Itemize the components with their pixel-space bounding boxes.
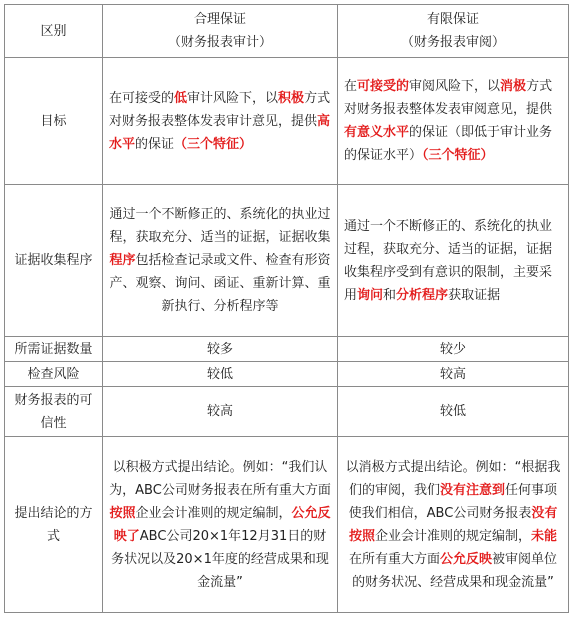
row-label: 检查风险 [5, 362, 103, 387]
cell-text: 在 [344, 79, 358, 94]
comparison-table [4, 4, 569, 613]
header-distinction: 区别 [5, 5, 103, 58]
cell-text: 较低 [206, 366, 233, 382]
highlight-text: 按照 [109, 505, 136, 521]
cell-text: 被审阅单位的财务状况、经营成果和现金流量” [352, 551, 558, 590]
cell-text: 包括检查记录或文件、检查有形资产、观察、询问、函证、重新计算、重新执行、分析程序等 [109, 253, 331, 314]
cell-text: 较高 [206, 404, 233, 419]
header-limited-title: 有限保证 [426, 12, 479, 27]
cell-text: 通过一个不断修正的、系统化的执业过程，获取充分、适当的证据，证据收集 [109, 207, 331, 245]
cell-text: ABC公司20×1年12月31日的财务状况以及20×1年度的经营成果和现金流量” [111, 528, 329, 590]
highlight-text: 没有注意到 [439, 482, 505, 498]
highlight-text: 高水平 [109, 113, 331, 152]
row-label: 财务报表的可信性 [5, 387, 103, 437]
cell-text: 企业会计准则的规定编制， [135, 505, 292, 521]
reasonable-procedures-cell [103, 185, 338, 337]
row-conclusion-form [5, 437, 569, 613]
reasonable-objective-cell [103, 58, 338, 185]
reasonable-quantity-cell [103, 337, 338, 362]
highlight-text: 积极 [278, 90, 305, 106]
header-limited-subtitle: （财务报表审阅） [400, 35, 505, 50]
reasonable-risk-cell [103, 362, 338, 387]
row-label: 目标 [5, 58, 103, 185]
highlight-text: 分析程序 [396, 287, 449, 303]
row-evidence-quantity [5, 337, 569, 362]
reasonable-conclusion-cell [103, 437, 338, 613]
cell-text: 和 [383, 287, 397, 303]
cell-text: 在可接受的 [109, 90, 175, 106]
cell-text: 审阅风险下，以 [409, 79, 501, 94]
cell-text: 的保证（即低于审计业务的保证水平） [344, 125, 553, 163]
reasonable-credibility-cell [103, 387, 338, 437]
cell-text: 方式对财务报表整体发表审计意见，提供 [109, 90, 331, 129]
header-row [5, 5, 569, 58]
cell-text: 较少 [439, 341, 466, 357]
row-label: 所需证据数量 [5, 337, 103, 362]
row-label: 提出结论的方式 [5, 437, 103, 613]
cell-text: 方式对财务报表整体发表审阅意见，提供 [344, 79, 553, 117]
cell-text: 以积极方式提出结论。例如：“我们认为，ABC公司财务报表在所有重大方面 [109, 459, 331, 498]
highlight-text: 询问 [357, 287, 384, 303]
limited-risk-cell [338, 362, 569, 387]
highlight-text: 未能 [531, 528, 558, 544]
cell-text: 以消极方式提出结论。例如：“根据我们的审阅，我们 [345, 459, 561, 498]
highlight-text: 低 [174, 90, 188, 106]
limited-conclusion-cell [338, 437, 569, 613]
row-objective [5, 58, 569, 185]
highlight-text: （三个特征） [422, 148, 494, 163]
highlight-text: 消极 [500, 79, 527, 94]
row-detection-risk [5, 362, 569, 387]
row-credibility [5, 387, 569, 437]
highlight-text: （三个特征） [174, 136, 253, 152]
cell-text: 较高 [439, 366, 466, 382]
limited-objective-cell [338, 58, 569, 185]
limited-procedures-cell [338, 185, 569, 337]
highlight-text: 公允反映 [439, 551, 492, 567]
highlight-text: 可接受的 [357, 79, 410, 94]
highlight-text: 有意义水平 [344, 125, 410, 140]
highlight-text: 程序 [109, 253, 136, 268]
limited-quantity-cell [338, 337, 569, 362]
row-label: 证据收集程序 [5, 185, 103, 337]
highlight-text: 没有按照 [348, 505, 558, 544]
row-evidence-procedures [5, 185, 569, 337]
cell-text: 较低 [439, 404, 466, 419]
limited-credibility-cell [338, 387, 569, 437]
cell-text: 审计风险下，以 [187, 90, 279, 106]
cell-text: 获取证据 [448, 287, 501, 303]
header-limited-assurance [338, 5, 569, 58]
cell-text: 任何事项使我们相信，ABC公司财务报表 [348, 482, 558, 521]
header-reasonable-title: 合理保证 [193, 12, 246, 27]
header-reasonable-assurance [103, 5, 338, 58]
cell-text: 企业会计准则的规定编制， [374, 528, 531, 544]
cell-text: 的保证 [135, 136, 175, 152]
cell-text: 在所有重大方面 [348, 551, 440, 567]
cell-text: 通过一个不断修正的、系统化的执业过程，获取充分、适当的证据，证据收集程序受到有意识的限制，主要采用 [344, 218, 553, 303]
header-reasonable-subtitle: （财务报表审计） [167, 35, 272, 50]
cell-text: 较多 [206, 341, 233, 357]
highlight-text: 公允反映了 [113, 505, 331, 544]
